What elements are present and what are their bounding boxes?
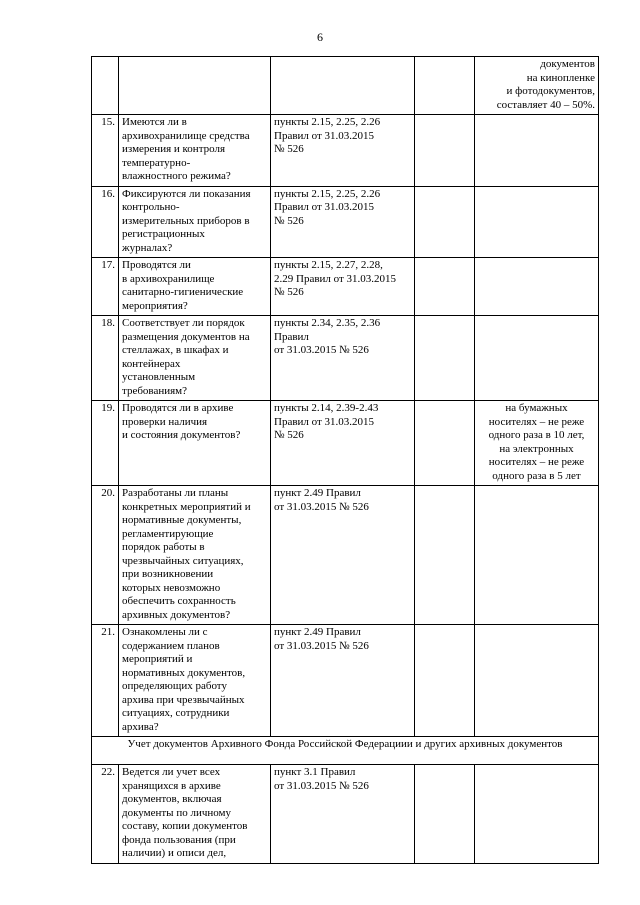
checklist-table bbox=[91, 56, 599, 864]
cell-note: документов на кинопленке и фотодокументов, составляет 40 – 50%. bbox=[475, 57, 599, 115]
table-row bbox=[92, 258, 599, 316]
table-row bbox=[92, 625, 599, 737]
table-row bbox=[92, 486, 599, 625]
cell-blank bbox=[415, 486, 475, 625]
cell-blank bbox=[415, 115, 475, 187]
cell-question: Фиксируются ли показания контрольно- измерительных приборов в регистрационных журналах? bbox=[119, 186, 271, 258]
cell-note bbox=[475, 486, 599, 625]
section-heading: Учет документов Архивного Фонда Российской Федерациии и других архивных документов bbox=[92, 737, 599, 765]
cell-number: 16. bbox=[92, 186, 119, 258]
cell-note: на бумажных носителях – не реже одного раза в 10 лет, на электронных носителях – не реже одного раза в 5 лет bbox=[475, 401, 599, 486]
table-row bbox=[92, 765, 599, 864]
cell-note bbox=[475, 316, 599, 401]
cell-number: 20. bbox=[92, 486, 119, 625]
cell-blank bbox=[415, 401, 475, 486]
cell-reference bbox=[271, 57, 415, 115]
table-row-continuation bbox=[92, 57, 599, 115]
cell-reference: пункты 2.15, 2.25, 2.26 Правил от 31.03.2015 № 526 bbox=[271, 186, 415, 258]
cell-number: 18. bbox=[92, 316, 119, 401]
table-row bbox=[92, 316, 599, 401]
cell-question: Разработаны ли планы конкретных мероприятий и нормативные документы, регламентирующие порядок работы в чрезвычайных ситуациях, при возникновении которых невозможно обеспечить сохранность архивных документов? bbox=[119, 486, 271, 625]
table-row bbox=[92, 186, 599, 258]
cell-note bbox=[475, 625, 599, 737]
cell-reference: пункты 2.14, 2.39-2.43 Правил от 31.03.2015 № 526 bbox=[271, 401, 415, 486]
cell-blank bbox=[415, 258, 475, 316]
page-number: 6 bbox=[317, 30, 323, 44]
cell-reference: пункты 2.15, 2.27, 2.28, 2.29 Правил от 31.03.2015 № 526 bbox=[271, 258, 415, 316]
cell-number: 15. bbox=[92, 115, 119, 187]
table-row bbox=[92, 401, 599, 486]
section-heading-row bbox=[92, 737, 599, 765]
cell-note bbox=[475, 186, 599, 258]
cell-number: 22. bbox=[92, 765, 119, 864]
cell-question bbox=[119, 57, 271, 115]
cell-number: 17. bbox=[92, 258, 119, 316]
cell-question: Проводятся ли в архиве проверки наличия и состояния документов? bbox=[119, 401, 271, 486]
cell-note bbox=[475, 115, 599, 187]
cell-blank bbox=[415, 57, 475, 115]
cell-number bbox=[92, 57, 119, 115]
cell-question: Имеются ли в архивохранилище средства измерения и контроля температурно- влажностного режима? bbox=[119, 115, 271, 187]
cell-reference: пункт 2.49 Правил от 31.03.2015 № 526 bbox=[271, 625, 415, 737]
cell-question: Проводятся ли в архивохранилище санитарно-гигиенические мероприятия? bbox=[119, 258, 271, 316]
cell-blank bbox=[415, 316, 475, 401]
cell-number: 19. bbox=[92, 401, 119, 486]
table-row bbox=[92, 115, 599, 187]
cell-reference: пункты 2.34, 2.35, 2.36 Правил от 31.03.2015 № 526 bbox=[271, 316, 415, 401]
cell-note bbox=[475, 765, 599, 864]
cell-reference: пункт 2.49 Правил от 31.03.2015 № 526 bbox=[271, 486, 415, 625]
cell-question: Ознакомлены ли с содержанием планов мероприятий и нормативных документов, определяющих работу архива при чрезвычайных ситуациях, сотрудники архива? bbox=[119, 625, 271, 737]
cell-number: 21. bbox=[92, 625, 119, 737]
cell-question: Ведется ли учет всех хранящихся в архиве документов, включая документы по личному составу, копии документов фонда пользования (при наличии) и описи дел, bbox=[119, 765, 271, 864]
cell-reference: пункты 2.15, 2.25, 2.26 Правил от 31.03.2015 № 526 bbox=[271, 115, 415, 187]
cell-note bbox=[475, 258, 599, 316]
cell-blank bbox=[415, 186, 475, 258]
cell-question: Соответствует ли порядок размещения документов на стеллажах, в шкафах и контейнерах установленным требованиям? bbox=[119, 316, 271, 401]
cell-blank bbox=[415, 765, 475, 864]
cell-blank bbox=[415, 625, 475, 737]
cell-reference: пункт 3.1 Правил от 31.03.2015 № 526 bbox=[271, 765, 415, 864]
